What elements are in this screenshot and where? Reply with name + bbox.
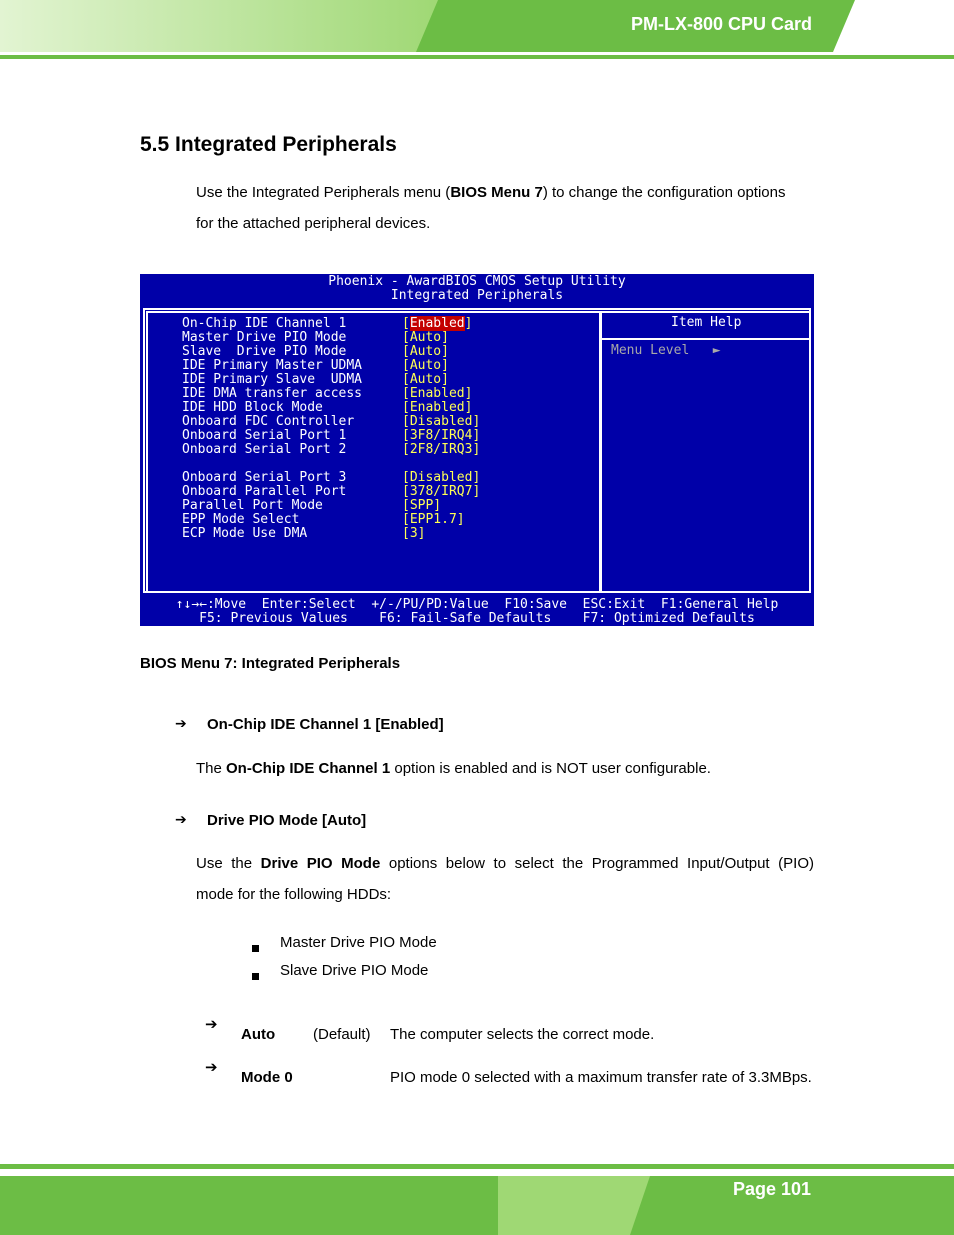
- bios-item-label[interactable]: Parallel Port Mode: [182, 498, 323, 513]
- bios-item-label[interactable]: Slave Drive PIO Mode: [182, 344, 347, 359]
- desc-text: Use the: [196, 855, 261, 872]
- bios-item-value[interactable]: [Auto]: [402, 358, 449, 373]
- bios-item-label[interactable]: IDE HDD Block Mode: [182, 400, 323, 415]
- square-bullet-icon: [252, 939, 259, 957]
- desc-line-1: [196, 848, 814, 879]
- desc-text-end: options below to select the Programmed Input/Output (PIO): [380, 855, 814, 872]
- section-heading: 5.5 Integrated Peripherals: [140, 133, 397, 156]
- bios-item-value[interactable]: [Disabled]: [402, 470, 481, 485]
- bios-item-value[interactable]: [Enabled]: [402, 386, 473, 401]
- bios-item-value[interactable]: [Auto]: [402, 372, 449, 387]
- bios-item-value[interactable]: [Disabled]: [402, 414, 481, 429]
- bios-item-value[interactable]: [EPP1.7]: [402, 512, 465, 527]
- bios-item-label[interactable]: On-Chip IDE Channel 1: [182, 316, 347, 331]
- bios-item-value[interactable]: [Enabled]: [402, 316, 473, 331]
- bios-menu-level: Menu Level ►: [611, 343, 721, 358]
- bios-item-value[interactable]: [Auto]: [402, 330, 449, 345]
- option-name: Auto: [241, 1026, 276, 1043]
- option-description: [196, 848, 814, 910]
- bios-item-value[interactable]: [378/IRQ7]: [402, 484, 481, 499]
- bios-item-value[interactable]: [Auto]: [402, 344, 449, 359]
- desc-text-end: option is enabled and is NOT user configurable.: [390, 760, 711, 777]
- bios-item-label[interactable]: IDE Primary Master UDMA: [182, 358, 363, 373]
- list-item: Master Drive PIO Mode: [280, 934, 437, 951]
- arrow-bullet-icon: ➔: [205, 1058, 218, 1076]
- desc-bold: Drive PIO Mode: [260, 855, 381, 872]
- bios-item-label[interactable]: EPP Mode Select: [182, 512, 300, 527]
- bios-item-label[interactable]: Onboard Serial Port 2: [182, 442, 347, 457]
- bios-key-legend-2: F5: Previous Values F6: Fail-Safe Defaults F7: Optimized Defaults: [199, 611, 755, 626]
- desc-bold: On-Chip IDE Channel 1: [226, 760, 391, 777]
- bios-item-label[interactable]: Onboard Serial Port 1: [182, 428, 347, 443]
- option-desc: PIO mode 0 selected with a maximum transfer rate of 3.3MBps.: [390, 1069, 812, 1086]
- bios-subtitle: Integrated Peripherals: [390, 288, 564, 303]
- bios-screenshot: [140, 274, 814, 626]
- option-name: Mode 0: [241, 1069, 293, 1086]
- footer-rule: [0, 1164, 954, 1169]
- bios-item-value[interactable]: [SPP]: [402, 498, 442, 513]
- arrow-bullet-icon: ➔: [175, 812, 187, 828]
- bios-help-title: Item Help: [671, 315, 742, 330]
- bios-item-label[interactable]: ECP Mode Use DMA: [182, 526, 308, 541]
- arrow-bullet-icon: ➔: [175, 716, 187, 732]
- option-description: [196, 753, 711, 784]
- figure-caption: BIOS Menu 7: Integrated Peripherals: [140, 655, 401, 672]
- intro-paragraph: [196, 177, 816, 239]
- option-default: (Default): [313, 1026, 371, 1043]
- intro-bold: BIOS Menu 7: [450, 184, 543, 201]
- intro-text-end: ) to change the configuration options: [542, 184, 786, 201]
- intro-text: Use the Integrated Peripherals menu (: [196, 184, 451, 201]
- option-desc: The computer selects the correct mode.: [390, 1026, 655, 1043]
- option-heading: Drive PIO Mode [Auto]: [207, 812, 367, 829]
- list-item: Slave Drive PIO Mode: [280, 962, 429, 979]
- bios-item-label[interactable]: Onboard Serial Port 3: [182, 470, 347, 485]
- arrow-bullet-icon: ➔: [205, 1015, 218, 1033]
- bios-title: Phoenix - AwardBIOS CMOS Setup Utility: [328, 274, 626, 289]
- bios-help-divider: [599, 338, 811, 340]
- bios-item-label[interactable]: IDE DMA transfer access: [182, 386, 363, 401]
- bios-item-label[interactable]: Onboard FDC Controller: [182, 414, 355, 429]
- page-number: Page 101: [733, 1179, 812, 1199]
- document-title: PM-LX-800 CPU Card: [630, 14, 812, 34]
- bios-selected-value[interactable]: Enabled: [409, 316, 465, 331]
- bios-item-value[interactable]: [3]: [402, 526, 426, 541]
- square-bullet-icon: [252, 967, 259, 985]
- bios-item-label[interactable]: IDE Primary Slave UDMA: [182, 372, 363, 387]
- bios-item-value[interactable]: [Enabled]: [402, 400, 473, 415]
- intro-line2: for the attached peripheral devices.: [196, 215, 431, 232]
- desc-line-2: mode for the following HDDs:: [196, 886, 392, 903]
- desc-text: The: [196, 760, 227, 777]
- bios-item-value[interactable]: [2F8/IRQ3]: [402, 442, 481, 457]
- option-heading: On-Chip IDE Channel 1 [Enabled]: [207, 716, 444, 733]
- bios-item-value[interactable]: [3F8/IRQ4]: [402, 428, 481, 443]
- header-rule: [0, 55, 954, 59]
- bios-key-legend: ↑↓→←:Move Enter:Select +/-/PU/PD:Value F10:Save ESC:Exit F1:General Help: [175, 597, 779, 612]
- bios-item-label[interactable]: Master Drive PIO Mode: [182, 330, 347, 345]
- bios-item-label[interactable]: Onboard Parallel Port: [182, 484, 347, 499]
